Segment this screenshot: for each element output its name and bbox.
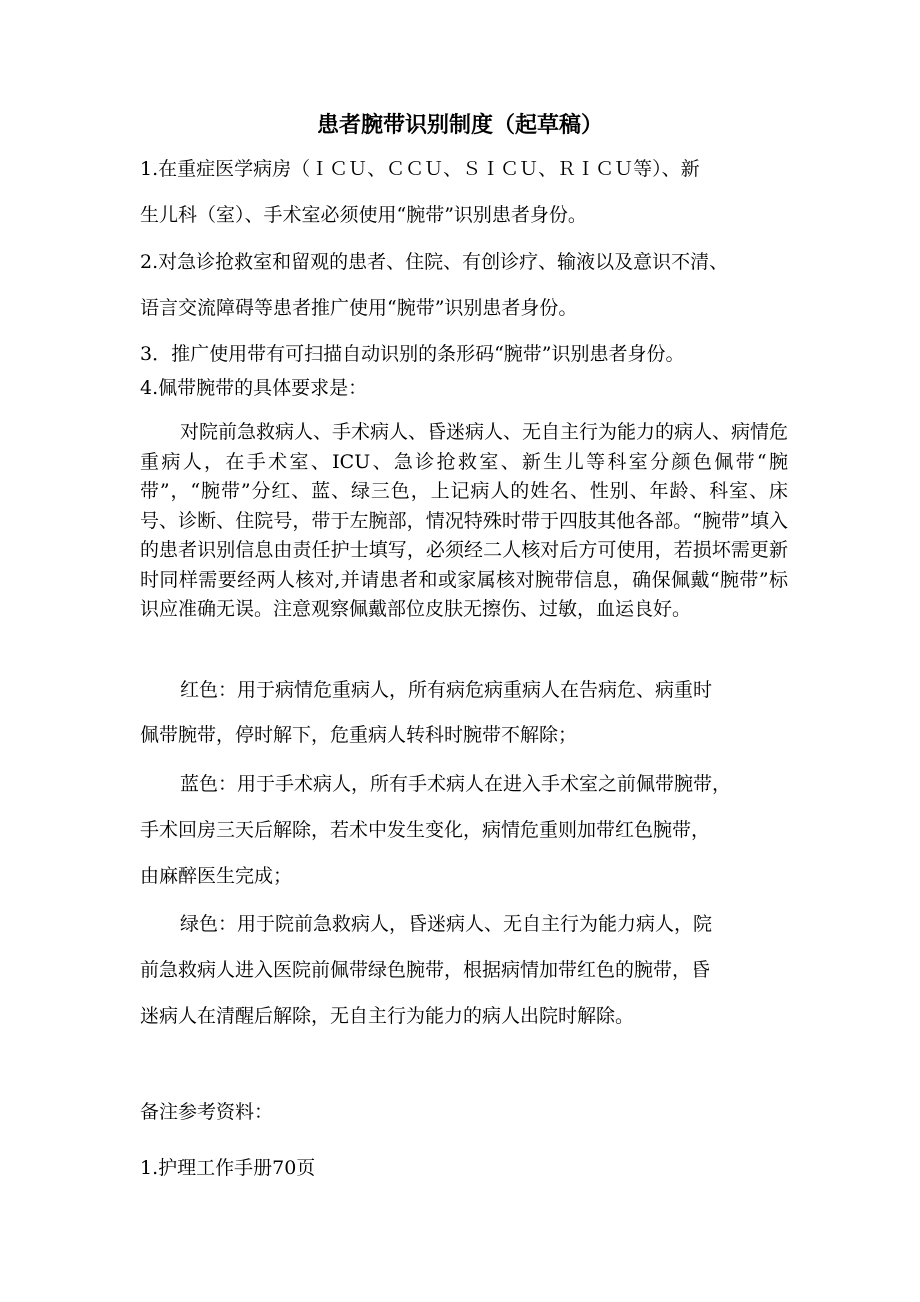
rule-1-line-2: 生儿科（室）、手术室必须使用“腕带”识别患者身份。 bbox=[140, 204, 587, 226]
requirement-paragraph: 对院前急救病人、手术病人、昏迷病人、无自主行为能力的病人、病情危重病人，在手术室、ICU、急诊抢救室、新生儿等科室分颜色佩带“腕带”，“腕带”分红、蓝、绿三色，上记病人的姓名、性别、年龄、科室、床号、诊断、住院号，带于左腕部，情况特殊时带于四肢其他各部。“腕带”填入的患者识别信息由责任护士填写，必须经二人核对后方可使用，若损坏需更新时同样需要经两人核对,并请患者和或家属核对腕带信息，确保佩戴“腕带”标识应准确无误。注意观察佩戴部位皮肤无擦伤、过敏，血运良好。 bbox=[140, 421, 789, 620]
rule-3-line: 3．推广使用带有可扫描自动识别的条形码“腕带”识别患者身份。 bbox=[140, 343, 685, 365]
blue-band-line-1: 蓝色：用于手术病人，所有手术病人在进入手术室之前佩带腕带， bbox=[180, 773, 732, 795]
red-band-line-1: 红色：用于病情危重病人，所有病危病重病人在告病危、病重时 bbox=[180, 679, 713, 701]
rule-4-heading: 4.佩带腕带的具体要求是： bbox=[140, 377, 368, 399]
blue-band-line-2: 手术回房三天后解除，若术中发生变化，病情危重则加带红色腕带， bbox=[140, 819, 711, 841]
green-band-line-3: 迷病人在清醒后解除，无自主行为能力的病人出院时解除。 bbox=[140, 1005, 635, 1027]
green-band-line-2: 前急救病人进入医院前佩带绿色腕带，根据病情加带红色的腕带，昏 bbox=[140, 959, 711, 981]
rule-2-line-1: 2.对急诊抢救室和留观的患者、住院、有创诊疗、输液以及意识不清、 bbox=[140, 251, 729, 273]
red-band-line-2: 佩带腕带，停时解下，危重病人转科时腕带不解除； bbox=[140, 724, 578, 746]
notes-label: 备注参考资料： bbox=[140, 1101, 274, 1123]
green-band-line-1: 绿色：用于院前急救病人，昏迷病人、无自主行为能力病人，院 bbox=[180, 913, 713, 935]
rule-1-line-1: 1.在重症医学病房（ＩＣＵ、ＣＣＵ、ＳＩＣＵ、ＲＩＣＵ等）、新 bbox=[140, 158, 700, 180]
note-item: 1.护理工作手册70页 bbox=[140, 1157, 316, 1179]
blue-band-line-3: 由麻醉医生完成； bbox=[140, 865, 293, 887]
document-title: 患者腕带识别制度（起草稿） bbox=[316, 113, 603, 138]
rule-2-line-2: 语言交流障碍等患者推广使用“腕带”识别患者身份。 bbox=[140, 297, 578, 319]
